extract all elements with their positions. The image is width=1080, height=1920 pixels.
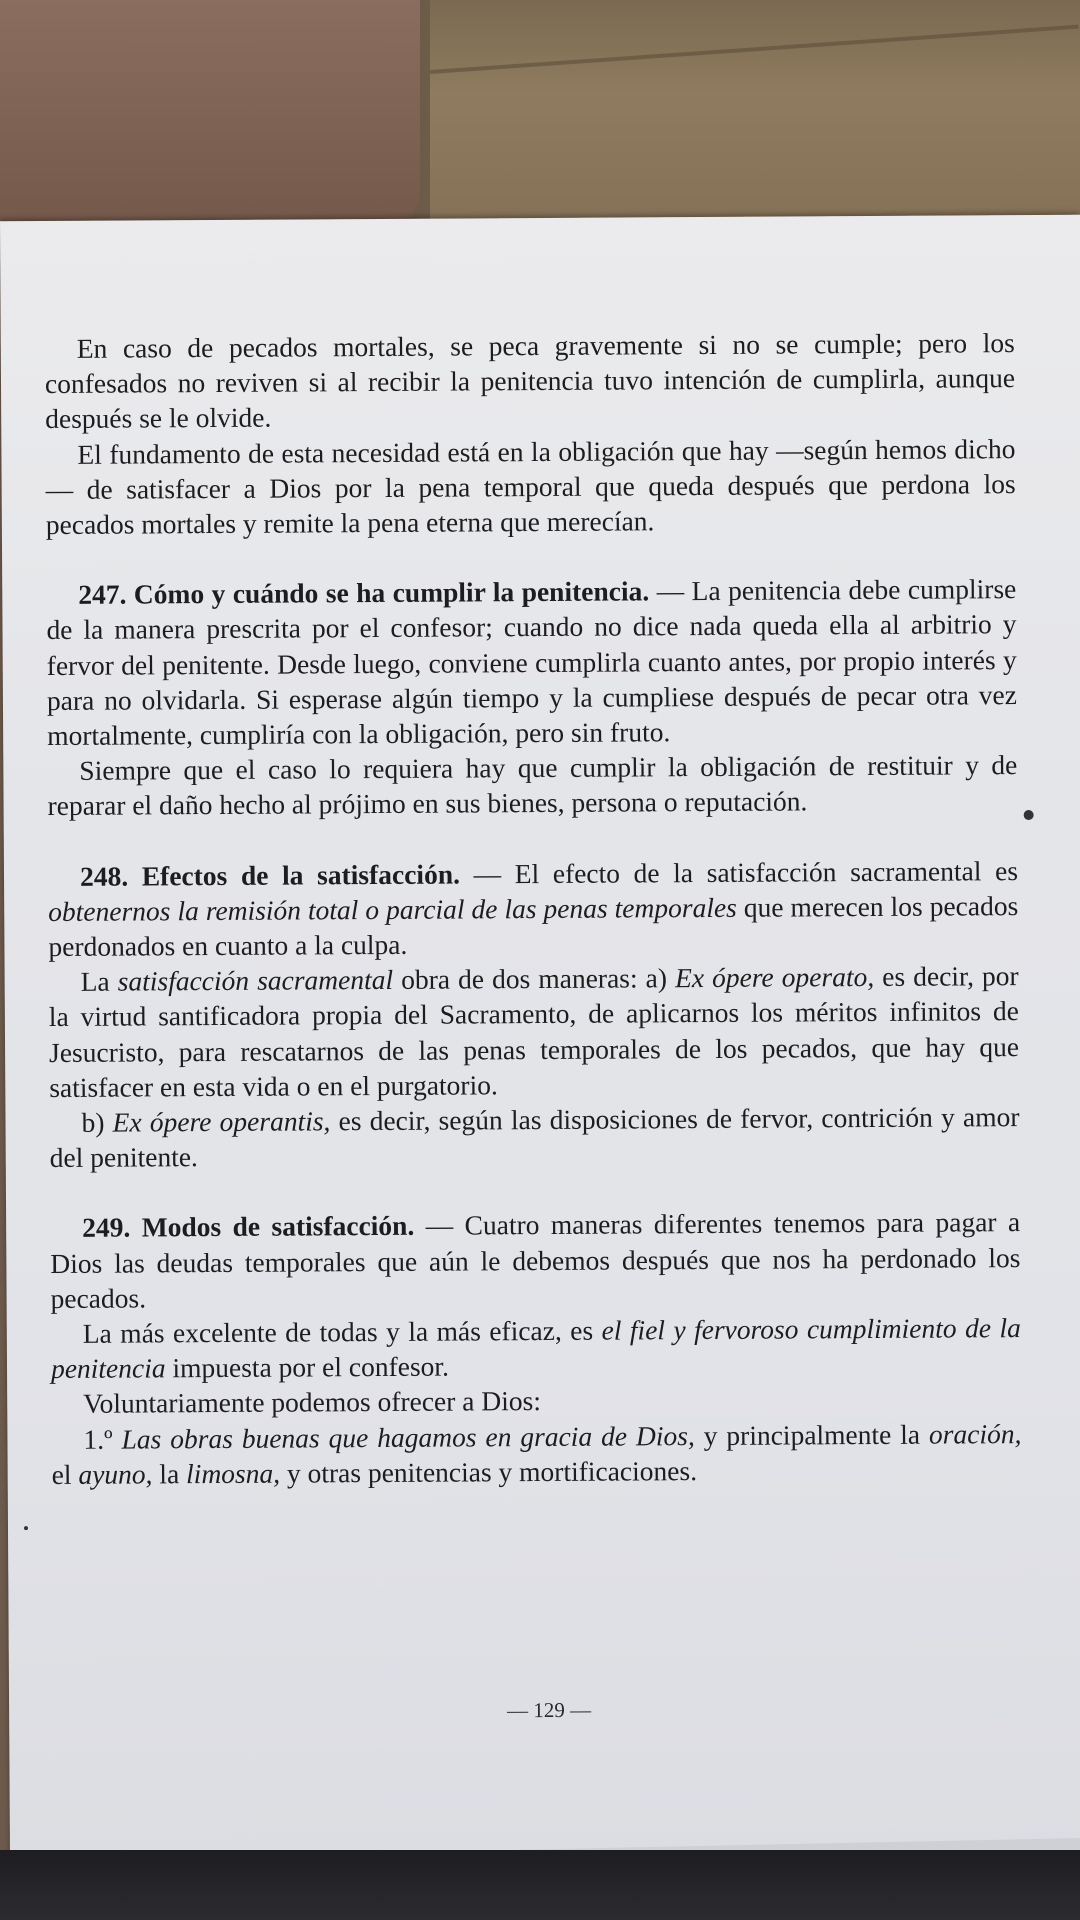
- intro-paragraph-1: En caso de pecados mortales, se peca gravemente si no se cumple; pero los confesados no reviven si al recibir la penitencia tuvo intención de cumplirla, aunque después se le olvide.: [44, 327, 1016, 435]
- book-cover-bottom: [0, 1850, 1080, 1920]
- section-249-p4-em2: oración,: [928, 1417, 1022, 1450]
- background-cloth: [0, 0, 420, 230]
- section-249-text: Cuatro maneras diferentes tenemos para pagar a Dios las deudas temporales que aún le debemos después que nos ha perdonado los pecados.: [50, 1206, 1021, 1314]
- section-248-p2-a: La: [80, 965, 118, 998]
- section-249-paragraph-1: [50, 1205, 1021, 1317]
- section-248-number: 248.: [79, 860, 129, 892]
- section-249-dash: —: [414, 1209, 465, 1242]
- section-248-paragraph-3: [49, 1099, 1019, 1175]
- section-249-heading: Modos de satisfacción.: [141, 1210, 415, 1243]
- section-249-number: 249.: [82, 1211, 131, 1244]
- section-248-p3-b: es decir, según las disposiciones de fervor, contrición y amor del penitente.: [49, 1101, 1020, 1174]
- section-248-paragraph-1: [48, 853, 1019, 965]
- section-248-paragraph-2: [49, 958, 1020, 1105]
- section-249-p2-b: impuesta por el confesor.: [165, 1350, 449, 1384]
- section-248-emphasis: obtenernos la remisión total o parcial de las penas temporales: [48, 891, 737, 927]
- section-249-p4-e: y otras penitencias y mortificaciones.: [279, 1454, 698, 1489]
- section-248-p3-a: b): [81, 1106, 113, 1138]
- section-247-text: La penitencia debe cumplirse de la manera prescrita por el confesor; cuando no dice nada queda ella al arbitrio y fervor del penitente. Desde luego, conviene cumplirla cuanto antes, por propio interés y para no olvidarla. Si esperase algún tiempo y la cumpliese después de pecar otra vez mortalmente, cumpliría con la obligación, pero sin fruto.: [46, 573, 1018, 752]
- section-249-paragraph-3: Voluntariamente podemos ofrecer a Dios:: [83, 1385, 542, 1420]
- section-248-text-a: El efecto de la satisfacción sacramental es: [514, 854, 1019, 889]
- section-249-p2-em: el fiel y fervoroso cumplimiento de la penitencia: [50, 1312, 1021, 1385]
- section-248-p2-em1: satisfacción sacramental: [117, 964, 394, 997]
- section-247-dash: —: [649, 575, 692, 607]
- section-248-text-b: que merecen los pecados perdonados en cuanto a la culpa.: [48, 889, 1019, 963]
- section-247-paragraph-1: [46, 571, 1017, 753]
- section-249-p4-em1: Las obras buenas que hagamos en gracia de Dios,: [121, 1419, 695, 1455]
- section-248-heading: Efectos de la satisfacción.: [141, 858, 461, 892]
- ink-speck: [1024, 810, 1034, 820]
- section-247-number: 247.: [78, 578, 127, 611]
- margin-dot: [24, 1526, 28, 1530]
- section-248-dash: —: [459, 857, 515, 890]
- section-248-p2-c: es decir, por la virtud santificadora propia del Sacramento, de aplicarnos los méritos infinitos de Jesucristo, para rescatarnos de las penas temporales de los pecados, que hay que satisfacer en esta vida o en el purgatorio.: [48, 960, 1020, 1103]
- intro-paragraph-2: El fundamento de esta necesidad está en la obligación que hay —según hemos dicho— de satisfacer a Dios por la pena temporal que queda después que perdona los pecados mortales y remite la pena eterna que merecían.: [45, 432, 1016, 541]
- section-249-p4-em3: ayuno,: [78, 1458, 153, 1490]
- section-247-paragraph-2: Siempre que el caso lo requiera hay que cumplir la obligación de restituir y de reparar el daño hecho al prójimo en sus bienes, persona o reputación.: [47, 749, 1018, 822]
- section-249-p4-em4: limosna,: [186, 1457, 281, 1490]
- section-248-p3-em: Ex ópere operantis,: [112, 1105, 331, 1138]
- section-249-p4-c: el: [51, 1458, 79, 1490]
- section-247-heading: Cómo y cuándo se ha cumplir la penitencia.: [133, 575, 650, 610]
- section-249-p4-d: la: [152, 1458, 187, 1490]
- page-number: — 129 —: [507, 1697, 592, 1723]
- section-249-p4-a: 1.º: [83, 1423, 122, 1455]
- section-249-p4-b: y principalmente la: [694, 1418, 930, 1451]
- book-page: [0, 215, 1080, 1862]
- section-248-p2-em2: Ex ópere operato,: [674, 961, 875, 994]
- section-248-p2-b: obra de dos maneras: a): [393, 962, 676, 996]
- section-249-p2-a: La más excelente de todas y la más eficaz, es: [82, 1314, 602, 1349]
- section-249-paragraph-4: [51, 1416, 1021, 1492]
- page-text: [45, 325, 1022, 1492]
- section-249-paragraph-2: [51, 1310, 1021, 1386]
- background-scene: [0, 0, 1080, 230]
